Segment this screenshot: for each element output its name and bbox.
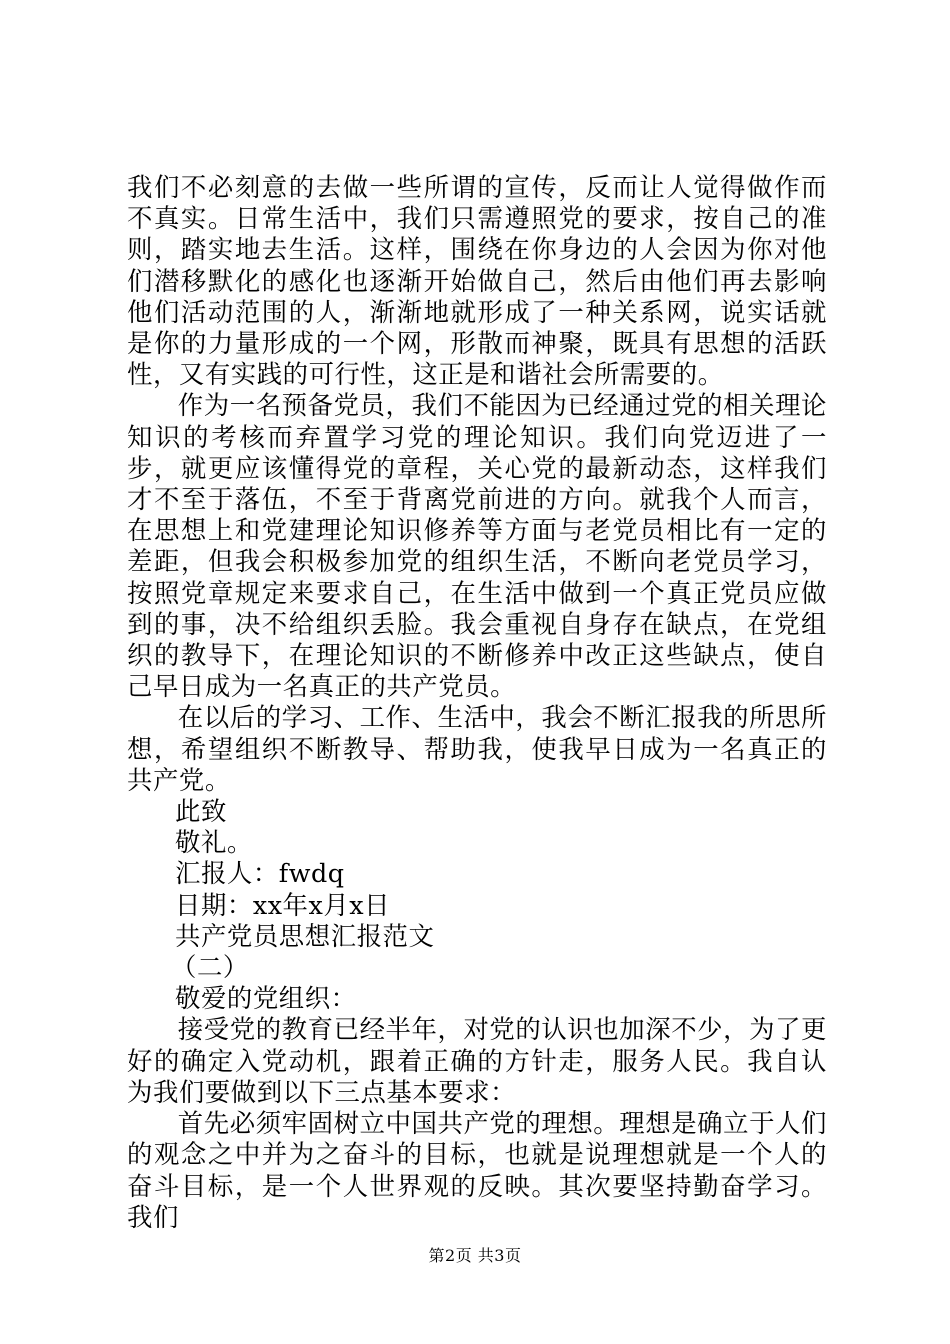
greeting-line: 敬爱的党组织： (175, 983, 357, 1014)
closing-regards: 敬礼。 (175, 827, 253, 858)
paragraph-future-reports: 在以后的学习、工作、生活中，我会不断汇报我的所思所想，希望组织不断教导、帮助我，使我早日成为一名真正的共产党。 (127, 702, 827, 795)
paragraph-half-year: 接受党的教育已经半年，对党的认识也加深不少，为了更好的确定入党动机，跟着正确的方针走，服务人民。我自认为我们要做到以下三点基本要求： (127, 1014, 827, 1107)
closing-salutation: 此致 (175, 796, 227, 827)
date-line: 日期：xx年x月x日 (175, 889, 391, 920)
paragraph-ideals: 首先必须牢固树立中国共产党的理想。理想是确立于人们的观念之中并为之奋斗的目标，也就是说理想就是一个人的奋斗目标，是一个人世界观的反映。其次要坚持勤奋学习。我们 (127, 1108, 827, 1232)
page-footer: 第2页 共3页 (428, 1246, 522, 1265)
section-number: （二） (171, 952, 249, 983)
paragraph-probationary-member: 作为一名预备党员，我们不能因为已经通过党的相关理论知识的考核而弃置学习党的理论知识。我们向党迈进了一步，就更应该懂得党的章程，关心党的最新动态，这样我们才不至于落伍，不至于背离党前进的方向。就我个人而言，在思想上和党建理论知识修养等方面与老党员相比有一定的差距，但我会积极参加党的组织生活，不断向老党员学习，按照党章规定来要求自己，在生活中做到一个真正党员应做到的事，决不给组织丢脸。我会重视自身存在缺点，在党组织的教导下，在理论知识的不断修养中改正这些缺点，使自己早日成为一名真正的共产党员。 (127, 390, 827, 702)
reporter-line: 汇报人：fwdq (175, 858, 345, 889)
document-body (127, 172, 827, 1233)
paragraph-continuation: 我们不必刻意的去做一些所谓的宣传，反而让人觉得做作而不真实。日常生活中，我们只需遵照党的要求，按自己的准则，踏实地去生活。这样，围绕在你身边的人会因为你对他们潜移默化的感化也逐渐开始做自己，然后由他们再去影响他们活动范围的人，渐渐地就形成了一种关系网，说实话就是你的力量形成的一个网，形散而神聚，既具有思想的活跃性，又有实践的可行性，这正是和谐社会所需要的。 (127, 172, 827, 390)
section-title: 共产党员思想汇报范文 (175, 920, 435, 951)
